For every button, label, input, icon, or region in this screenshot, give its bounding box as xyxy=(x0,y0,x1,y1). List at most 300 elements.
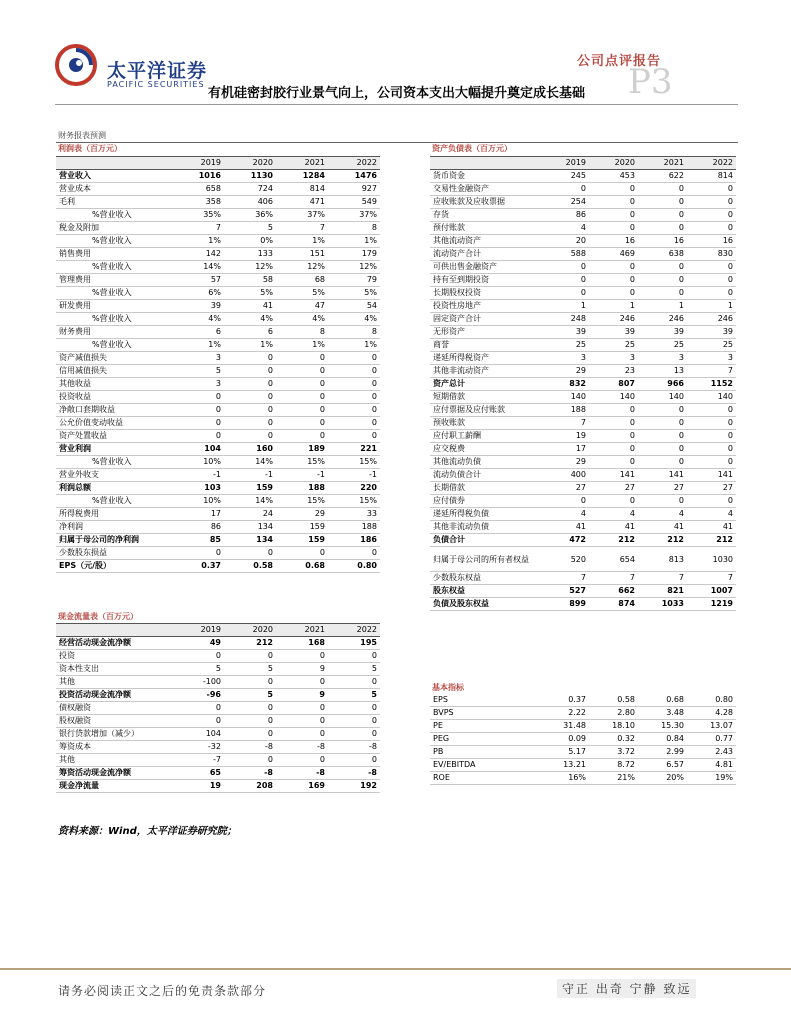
value-cell: 8 xyxy=(328,222,380,235)
value-cell: 3.48 xyxy=(638,707,687,720)
table-row xyxy=(430,365,736,378)
row-label: BVPS xyxy=(430,707,540,720)
value-cell: 0 xyxy=(540,274,589,287)
table-row xyxy=(56,715,380,728)
value-cell: 5.17 xyxy=(540,746,589,759)
value-cell: 3.72 xyxy=(589,746,638,759)
row-label: PEG xyxy=(430,733,540,746)
value-cell: 2.99 xyxy=(638,746,687,759)
value-cell: 0 xyxy=(224,417,276,430)
year-header: 2020 xyxy=(224,157,276,170)
value-cell: -7 xyxy=(172,754,224,767)
value-cell: 134 xyxy=(224,534,276,547)
value-cell: 472 xyxy=(540,534,589,547)
row-label: 经营活动现金流净额 xyxy=(56,637,172,650)
value-cell: 5 xyxy=(172,663,224,676)
value-cell: 0 xyxy=(276,715,328,728)
table-row xyxy=(56,702,380,715)
table-row xyxy=(56,741,380,754)
row-label: 股东权益 xyxy=(430,585,540,598)
row-label: 银行贷款增加（减少） xyxy=(56,728,172,741)
value-cell: 23 xyxy=(589,365,638,378)
table-row xyxy=(56,287,380,300)
value-cell: 13 xyxy=(638,365,687,378)
row-label: 货币资金 xyxy=(430,170,540,183)
row-label: 投资收益 xyxy=(56,391,172,404)
value-cell: 814 xyxy=(687,170,736,183)
row-label: 投资 xyxy=(56,650,172,663)
table-row xyxy=(56,326,380,339)
row-label: 税金及附加 xyxy=(56,222,172,235)
table-row xyxy=(430,352,736,365)
value-cell: 0 xyxy=(638,287,687,300)
value-cell: 0 xyxy=(276,417,328,430)
value-cell: 159 xyxy=(276,534,328,547)
row-label: %营业收入 xyxy=(56,339,172,352)
value-cell: 0.09 xyxy=(540,733,589,746)
value-cell: 0 xyxy=(328,365,380,378)
table-row xyxy=(430,443,736,456)
table-row xyxy=(430,694,736,707)
table-row xyxy=(56,248,380,261)
value-cell: 0 xyxy=(589,495,638,508)
value-cell: 13.07 xyxy=(687,720,736,733)
value-cell: 874 xyxy=(589,598,638,611)
value-cell: 4 xyxy=(540,508,589,521)
value-cell: 7 xyxy=(540,417,589,430)
value-cell: 7 xyxy=(589,572,638,585)
value-cell: 0.77 xyxy=(687,733,736,746)
value-cell: 0 xyxy=(172,391,224,404)
value-cell: 0 xyxy=(638,261,687,274)
value-cell: 7 xyxy=(687,365,736,378)
table-row xyxy=(56,767,380,780)
year-header: 2021 xyxy=(276,157,328,170)
table-row xyxy=(430,707,736,720)
value-cell: -8 xyxy=(276,767,328,780)
row-label: 固定资产合计 xyxy=(430,313,540,326)
table-row xyxy=(430,482,736,495)
value-cell: 0 xyxy=(589,287,638,300)
table-row xyxy=(430,585,736,598)
value-cell: 0 xyxy=(638,456,687,469)
value-cell: 0 xyxy=(589,222,638,235)
value-cell: 37% xyxy=(328,209,380,222)
value-cell: 0 xyxy=(224,702,276,715)
value-cell: 549 xyxy=(328,196,380,209)
value-cell: -1 xyxy=(172,469,224,482)
value-cell: 2.22 xyxy=(540,707,589,720)
value-cell: 638 xyxy=(638,248,687,261)
value-cell: 0 xyxy=(687,274,736,287)
value-cell: 0 xyxy=(540,261,589,274)
table-row xyxy=(56,521,380,534)
table-row xyxy=(430,274,736,287)
value-cell: 15% xyxy=(328,456,380,469)
value-cell: 0 xyxy=(687,209,736,222)
value-cell: 79 xyxy=(328,274,380,287)
value-cell: 212 xyxy=(224,637,276,650)
table-row xyxy=(56,300,380,313)
table-row xyxy=(430,521,736,534)
value-cell: 0 xyxy=(172,547,224,560)
table-row xyxy=(430,495,736,508)
brand-name-cn: 太平洋证券 xyxy=(107,60,208,82)
value-cell: 0 xyxy=(328,378,380,391)
value-cell: 16 xyxy=(638,235,687,248)
row-label: 递延所得税资产 xyxy=(430,352,540,365)
table-header-row xyxy=(430,157,736,170)
value-cell: 0 xyxy=(540,287,589,300)
value-cell: 4% xyxy=(224,313,276,326)
table-row xyxy=(430,235,736,248)
value-cell: 49 xyxy=(172,637,224,650)
value-cell: 0 xyxy=(276,676,328,689)
value-cell: 400 xyxy=(540,469,589,482)
row-label: 持有至到期投资 xyxy=(430,274,540,287)
row-label: 筹资成本 xyxy=(56,741,172,754)
row-label: 递延所得税负债 xyxy=(430,508,540,521)
value-cell: 0 xyxy=(589,456,638,469)
value-cell: 0 xyxy=(328,650,380,663)
value-cell: 0 xyxy=(638,495,687,508)
table-row xyxy=(56,469,380,482)
header-blank-cell xyxy=(56,157,172,170)
value-cell: 0 xyxy=(540,183,589,196)
value-cell: 0 xyxy=(224,430,276,443)
table-row xyxy=(430,170,736,183)
income-statement-table xyxy=(56,156,380,573)
table-row xyxy=(56,404,380,417)
value-cell: 19 xyxy=(172,780,224,793)
value-cell: 25 xyxy=(540,339,589,352)
value-cell: 4 xyxy=(687,508,736,521)
value-cell: 35% xyxy=(172,209,224,222)
row-label: 交易性金融资产 xyxy=(430,183,540,196)
value-cell: 966 xyxy=(638,378,687,391)
value-cell: 7 xyxy=(687,572,736,585)
row-label: 营业收入 xyxy=(56,170,172,183)
value-cell: 3 xyxy=(540,352,589,365)
row-label: 信用减值损失 xyxy=(56,365,172,378)
table-row xyxy=(56,754,380,767)
value-cell: 0 xyxy=(687,417,736,430)
row-label: 长期股权投资 xyxy=(430,287,540,300)
value-cell: 0 xyxy=(276,547,328,560)
value-cell: 41 xyxy=(638,521,687,534)
table-row xyxy=(430,733,736,746)
value-cell: 0 xyxy=(224,404,276,417)
value-cell: -100 xyxy=(172,676,224,689)
row-label: %营业收入 xyxy=(56,287,172,300)
table-row xyxy=(56,378,380,391)
value-cell: 0 xyxy=(224,715,276,728)
table-row xyxy=(430,547,736,572)
row-label: 其他流动负债 xyxy=(430,456,540,469)
value-cell: 813 xyxy=(638,547,687,572)
value-cell: 2.43 xyxy=(687,746,736,759)
row-label: 所得税费用 xyxy=(56,508,172,521)
year-header: 2021 xyxy=(276,624,328,637)
row-label: 商誉 xyxy=(430,339,540,352)
value-cell: 4 xyxy=(540,222,589,235)
value-cell: 622 xyxy=(638,170,687,183)
row-label: 营业利润 xyxy=(56,443,172,456)
value-cell: 31.48 xyxy=(540,720,589,733)
value-cell: 25 xyxy=(589,339,638,352)
value-cell: -8 xyxy=(224,767,276,780)
value-cell: 4.28 xyxy=(687,707,736,720)
year-header: 2019 xyxy=(172,624,224,637)
value-cell: 0 xyxy=(224,365,276,378)
value-cell: 9 xyxy=(276,663,328,676)
header-divider xyxy=(55,104,738,105)
value-cell: 6% xyxy=(172,287,224,300)
value-cell: 0 xyxy=(687,404,736,417)
table-row xyxy=(56,183,380,196)
value-cell: 248 xyxy=(540,313,589,326)
row-label: 负债及股东权益 xyxy=(430,598,540,611)
value-cell: 0 xyxy=(328,676,380,689)
value-cell: 0 xyxy=(589,183,638,196)
header-blank-cell xyxy=(56,624,172,637)
value-cell: 7 xyxy=(276,222,328,235)
row-label: 少数股东损益 xyxy=(56,547,172,560)
value-cell: 0 xyxy=(276,391,328,404)
value-cell: 7 xyxy=(638,572,687,585)
row-label: 筹资活动现金流净额 xyxy=(56,767,172,780)
table-row xyxy=(56,443,380,456)
value-cell: 14% xyxy=(224,495,276,508)
value-cell: 5% xyxy=(276,287,328,300)
value-cell: 821 xyxy=(638,585,687,598)
value-cell: 6.57 xyxy=(638,759,687,772)
value-cell: 0 xyxy=(224,391,276,404)
value-cell: 13.21 xyxy=(540,759,589,772)
value-cell: 0 xyxy=(589,443,638,456)
value-cell: 65 xyxy=(172,767,224,780)
table-row xyxy=(430,391,736,404)
value-cell: 1 xyxy=(687,300,736,313)
value-cell: 41 xyxy=(540,521,589,534)
value-cell: 6 xyxy=(172,326,224,339)
row-label: 其他 xyxy=(56,676,172,689)
table-row xyxy=(430,456,736,469)
table-row xyxy=(56,274,380,287)
value-cell: 36% xyxy=(224,209,276,222)
row-label: 其他 xyxy=(56,754,172,767)
value-cell: 0 xyxy=(328,715,380,728)
value-cell: 140 xyxy=(687,391,736,404)
row-label: %营业收入 xyxy=(56,313,172,326)
table-row xyxy=(56,235,380,248)
value-cell: 3 xyxy=(638,352,687,365)
table-row xyxy=(56,689,380,702)
value-cell: 0 xyxy=(638,209,687,222)
value-cell: 658 xyxy=(172,183,224,196)
value-cell: 5 xyxy=(328,689,380,702)
row-label: EPS xyxy=(430,694,540,707)
row-label: PB xyxy=(430,746,540,759)
value-cell: 0 xyxy=(172,715,224,728)
value-cell: 4 xyxy=(589,508,638,521)
value-cell: 0 xyxy=(328,754,380,767)
row-label: 流动负债合计 xyxy=(430,469,540,482)
value-cell: 20% xyxy=(638,772,687,785)
table-row xyxy=(56,391,380,404)
table-row xyxy=(430,339,736,352)
value-cell: 246 xyxy=(589,313,638,326)
value-cell: -8 xyxy=(328,741,380,754)
value-cell: 1033 xyxy=(638,598,687,611)
value-cell: 0 xyxy=(224,547,276,560)
value-cell: 3 xyxy=(172,378,224,391)
year-header: 2022 xyxy=(328,157,380,170)
row-label: 毛利 xyxy=(56,196,172,209)
row-label: %营业收入 xyxy=(56,456,172,469)
value-cell: 0 xyxy=(224,676,276,689)
row-label: 无形资产 xyxy=(430,326,540,339)
row-label: 其他收益 xyxy=(56,378,172,391)
value-cell: 15% xyxy=(328,495,380,508)
value-cell: 0 xyxy=(687,287,736,300)
value-cell: 927 xyxy=(328,183,380,196)
value-cell: 3 xyxy=(589,352,638,365)
value-cell: 0 xyxy=(589,209,638,222)
value-cell: 0.58 xyxy=(224,560,276,573)
row-label: 营业外收支 xyxy=(56,469,172,482)
table-row xyxy=(430,222,736,235)
value-cell: 1% xyxy=(276,339,328,352)
table-row xyxy=(430,534,736,547)
value-cell: 5 xyxy=(224,689,276,702)
value-cell: 47 xyxy=(276,300,328,313)
value-cell: 159 xyxy=(224,482,276,495)
table-row xyxy=(430,261,736,274)
table-row xyxy=(56,676,380,689)
value-cell: 5 xyxy=(224,222,276,235)
table-row xyxy=(430,313,736,326)
table-row xyxy=(56,780,380,793)
value-cell: 142 xyxy=(172,248,224,261)
value-cell: 68 xyxy=(276,274,328,287)
value-cell: 469 xyxy=(589,248,638,261)
value-cell: 57 xyxy=(172,274,224,287)
value-cell: 4.81 xyxy=(687,759,736,772)
value-cell: 0 xyxy=(328,391,380,404)
value-cell: 33 xyxy=(328,508,380,521)
value-cell: 104 xyxy=(172,728,224,741)
value-cell: 160 xyxy=(224,443,276,456)
row-label: 其他非流动资产 xyxy=(430,365,540,378)
row-label: PE xyxy=(430,720,540,733)
row-label: 应交税费 xyxy=(430,443,540,456)
table-row xyxy=(56,663,380,676)
value-cell: 1007 xyxy=(687,585,736,598)
value-cell: 0 xyxy=(328,702,380,715)
row-label: %营业收入 xyxy=(56,495,172,508)
row-label: 应付职工薪酬 xyxy=(430,430,540,443)
value-cell: 1016 xyxy=(172,170,224,183)
value-cell: 1284 xyxy=(276,170,328,183)
value-cell: 5% xyxy=(224,287,276,300)
source-note: 资料来源：Wind，太平洋证券研究院； xyxy=(58,826,237,837)
value-cell: 0 xyxy=(638,443,687,456)
value-cell: 246 xyxy=(687,313,736,326)
value-cell: 0.32 xyxy=(589,733,638,746)
forecast-label: 财务报表预测 xyxy=(58,131,106,140)
value-cell: 8 xyxy=(276,326,328,339)
value-cell: 212 xyxy=(589,534,638,547)
income-title: 利润表（百万元） xyxy=(58,144,122,153)
value-cell: 27 xyxy=(638,482,687,495)
value-cell: 15% xyxy=(276,456,328,469)
value-cell: 12% xyxy=(276,261,328,274)
table-row xyxy=(430,326,736,339)
table-row xyxy=(56,352,380,365)
value-cell: 0 xyxy=(328,547,380,560)
value-cell: 0 xyxy=(276,754,328,767)
pacific-securities-logo-icon xyxy=(55,44,97,86)
row-label: 预付账款 xyxy=(430,222,540,235)
value-cell: 141 xyxy=(638,469,687,482)
table-row xyxy=(56,417,380,430)
value-cell: 0.37 xyxy=(540,694,589,707)
value-cell: 0.37 xyxy=(172,560,224,573)
value-cell: 814 xyxy=(276,183,328,196)
value-cell: 0 xyxy=(224,728,276,741)
value-cell: 0 xyxy=(276,404,328,417)
value-cell: 0 xyxy=(638,183,687,196)
value-cell: 27 xyxy=(687,482,736,495)
value-cell: 0 xyxy=(589,196,638,209)
value-cell: 20 xyxy=(540,235,589,248)
value-cell: 21% xyxy=(589,772,638,785)
footer-divider xyxy=(0,968,791,970)
value-cell: 29 xyxy=(540,365,589,378)
value-cell: 39 xyxy=(172,300,224,313)
table-row xyxy=(430,209,736,222)
forecast-divider xyxy=(56,142,738,143)
value-cell: 14% xyxy=(224,456,276,469)
header-blank-cell xyxy=(430,157,540,170)
table-row xyxy=(430,598,736,611)
value-cell: 188 xyxy=(328,521,380,534)
value-cell: 1% xyxy=(172,235,224,248)
value-cell: 29 xyxy=(276,508,328,521)
table-row xyxy=(430,772,736,785)
table-row xyxy=(56,365,380,378)
disclaimer-text: 请务必阅读正文之后的免责条款部分 xyxy=(58,984,267,998)
value-cell: 527 xyxy=(540,585,589,598)
table-row xyxy=(56,728,380,741)
value-cell: 15.30 xyxy=(638,720,687,733)
row-label: 资产处置收益 xyxy=(56,430,172,443)
value-cell: 17 xyxy=(172,508,224,521)
value-cell: 15% xyxy=(276,495,328,508)
year-header: 2019 xyxy=(172,157,224,170)
value-cell: 12% xyxy=(328,261,380,274)
value-cell: 1 xyxy=(638,300,687,313)
row-label: 可供出售金融资产 xyxy=(430,261,540,274)
row-label: 应付债券 xyxy=(430,495,540,508)
value-cell: 3 xyxy=(172,352,224,365)
table-row xyxy=(430,378,736,391)
value-cell: 1% xyxy=(276,235,328,248)
value-cell: 212 xyxy=(687,534,736,547)
row-label: 现金净流量 xyxy=(56,780,172,793)
value-cell: 5 xyxy=(224,663,276,676)
